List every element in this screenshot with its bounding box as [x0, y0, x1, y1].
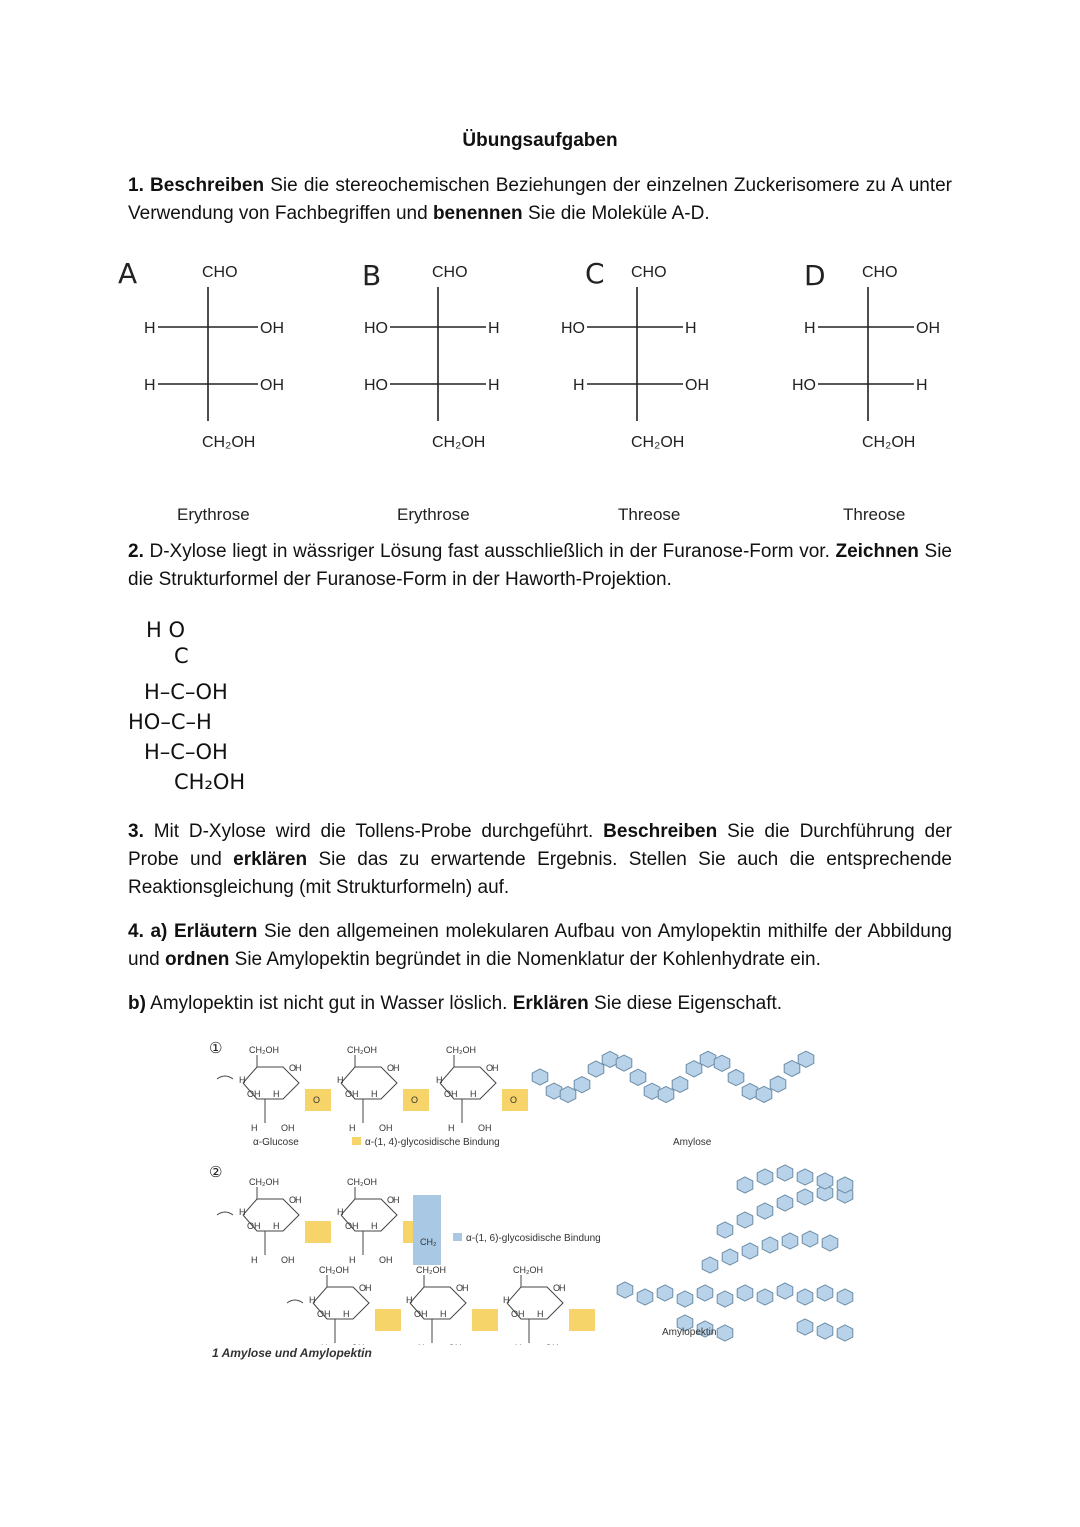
amylose-unit-3-oh2: OH — [478, 1123, 492, 1133]
amylopectin-branch-unit-32 — [837, 1177, 853, 1193]
amylose-helix-unit-13 — [700, 1051, 716, 1067]
amylose-unit-3-h2: H — [436, 1075, 443, 1085]
amylopectin-branch-unit-28 — [757, 1169, 773, 1185]
task-1-verb-1: Beschreiben — [150, 175, 265, 196]
xylose-aldehyde-c: C — [174, 644, 189, 668]
amylose-bond-o-1: O — [313, 1095, 321, 1105]
amylopectin-branch-unit-38 — [717, 1325, 733, 1341]
amylopectin-branch-unit-12 — [837, 1289, 853, 1305]
amylopectin-upper-unit-1-oh2: OH — [281, 1255, 295, 1265]
task-3-verb-2: erklären — [233, 849, 308, 870]
amylose-label: Amylose — [673, 1137, 712, 1148]
molecule-b-name: Erythrose — [397, 505, 470, 524]
molecule-c-top: CHO — [631, 264, 667, 281]
amylose-unit-2-oh1: OH — [345, 1089, 359, 1099]
task-4a-verb-2: ordnen — [164, 949, 230, 970]
xylose-structure — [126, 615, 245, 797]
amylopectin-upper-unit-2-h3: H — [371, 1221, 378, 1231]
amylose-helix-unit-6 — [602, 1051, 618, 1067]
task-3 — [128, 818, 952, 902]
bond16-ch2: CH₂ — [420, 1237, 437, 1247]
amylopectin-lower-unit-2-oh1: OH — [414, 1309, 428, 1319]
xylose-aldehyde-h-o: H O — [146, 618, 185, 642]
amylopectin-lower-bond-3 — [569, 1309, 595, 1331]
molecule-d-top: CHO — [862, 264, 898, 281]
task-4a — [128, 918, 952, 974]
molecule-letter-a: A — [118, 257, 138, 290]
amylose-helix-unit-17 — [756, 1086, 772, 1102]
amylose-bond-o-2: O — [411, 1095, 419, 1105]
amylopectin-upper-unit-2-oh1: OH — [345, 1221, 359, 1231]
amylopectin-lower-unit-3-oh2 — [545, 1343, 559, 1345]
amylopectin-branch-unit-6 — [717, 1291, 733, 1307]
amylose-helix-unit-10 — [658, 1086, 674, 1102]
molecule-c-r2-left: H — [573, 377, 585, 394]
amylopectin-branch-unit-24 — [797, 1189, 813, 1205]
amylopectin-lower-unit-2-h3: H — [440, 1309, 447, 1319]
task-4a-number: 4. a) — [128, 921, 168, 942]
task-4b-verb-1: Erklären — [512, 993, 589, 1014]
molecule-a-r2-left: H — [144, 377, 156, 394]
amylopectin-lower-unit-1-o: O — [359, 1283, 367, 1293]
bond14-swatch — [352, 1137, 361, 1145]
amylose-unit-2-ch2oh: CH₂OH — [347, 1045, 377, 1055]
amylopectin-lower-unit-1-h3: H — [343, 1309, 350, 1319]
amylopectin-lower-unit-1-ch2oh: CH₂OH — [319, 1265, 349, 1275]
molecule-c-name: Threose — [618, 505, 681, 524]
molecule-b-r2-right: H — [488, 377, 500, 394]
task-1 — [128, 172, 952, 228]
amylopectin-lower-unit-2-h1: H — [462, 1283, 469, 1293]
amylopectin-branch-unit-5 — [697, 1285, 713, 1301]
amylopectin-upper-unit-2-o: O — [387, 1195, 395, 1205]
amylopectin-label: Amylopektin — [662, 1327, 717, 1338]
amylose-helix-unit-16 — [742, 1083, 758, 1099]
amylopectin-branch-unit-29 — [777, 1165, 793, 1181]
task-2-text-2: Sie die Strukturformel der Furanose-Form in der Haworth-Projektion. — [128, 541, 952, 590]
molecule-c-r2-right: OH — [685, 377, 709, 394]
task-4a-text-2: Sie Amylopektin begründet in die Nomenklatur der Kohlenhydrate ein. — [229, 949, 821, 970]
amylopectin-lower-unit-3-h4 — [515, 1343, 522, 1345]
molecule-a-r2-right: OH — [260, 377, 284, 394]
task-2 — [128, 538, 952, 594]
molecule-c-r1-left: HO — [561, 320, 585, 337]
amylopectin-branch-unit-23 — [777, 1195, 793, 1211]
amylose-unit-1-h2: H — [239, 1075, 246, 1085]
amylopectin-upper-unit-1-h3: H — [273, 1221, 280, 1231]
molecule-b-top: CHO — [432, 264, 468, 281]
task-4b-text-2: Sie diese Eigenschaft. — [588, 993, 783, 1014]
amylose-helix-unit-3 — [560, 1086, 576, 1102]
amylopectin-branch-unit-1 — [617, 1282, 633, 1298]
amylose-unit-1-o: O — [289, 1063, 297, 1073]
task-3-number: 3. — [128, 821, 144, 842]
molecule-a-bottom: CH₂OH — [202, 434, 256, 451]
molecule-c-r1-right: H — [685, 320, 697, 337]
molecule-a-r1-left: H — [144, 320, 156, 337]
task-2-text-1: D-Xylose liegt in wässriger Lösung fast ausschließlich in der Furanose-Form vor. — [143, 541, 836, 562]
amylopectin-upper-unit-2-ch2oh: CH₂OH — [347, 1177, 377, 1187]
molecule-letter-b: B — [362, 259, 382, 292]
amylose-helix-unit-4 — [574, 1077, 590, 1093]
amylose-unit-2-o: O — [387, 1063, 395, 1073]
amylopectin-upper-unit-1-ch2oh: CH₂OH — [249, 1177, 279, 1187]
task-4b-text-1: Amylopektin ist nicht gut in Wasser löslich. — [145, 993, 513, 1014]
task-1-number: 1. — [128, 175, 144, 196]
amylopectin-lower-unit-3-h3: H — [537, 1309, 544, 1319]
fischer-molecule-c — [537, 255, 737, 465]
amylopectin-lower-bond-1 — [375, 1309, 401, 1331]
amylose-helix-unit-12 — [686, 1061, 702, 1077]
figure-canvas — [205, 1035, 875, 1345]
fischer-molecule-d — [768, 255, 968, 465]
amylopectin-upper-unit-1-o: O — [289, 1195, 297, 1205]
amylopectin-branch-unit-21 — [737, 1212, 753, 1228]
amylopectin-lower-unit-1-oh2 — [351, 1343, 365, 1345]
amylopectin-upper-unit-2-h4: H — [349, 1255, 356, 1265]
amylopectin-branch-unit-7 — [737, 1285, 753, 1301]
bond16-label: α-(1, 6)-glycosidische Bindung — [466, 1233, 601, 1244]
xylose-c5: CH₂OH — [174, 770, 246, 794]
task-3-text-1: Mit D-Xylose wird die Tollens-Probe durchgeführt. — [143, 821, 604, 842]
task-2-verb-1: Zeichnen — [835, 541, 919, 562]
fischer-molecule-b — [340, 255, 540, 465]
amylopectin-lower-unit-1-oh1: OH — [317, 1309, 331, 1319]
molecule-d-r2-right: H — [916, 377, 928, 394]
amylopectin-lower-bond-2 — [472, 1309, 498, 1331]
task-4b-number: b) — [128, 993, 146, 1014]
amylopectin-branch-unit-22 — [757, 1203, 773, 1219]
amylose-unit-3-h1: H — [492, 1063, 499, 1073]
amylose-amylopectin-figure — [205, 1035, 875, 1370]
amylopectin-lower-unit-2-o: O — [456, 1283, 464, 1293]
amylopectin-upper-unit-2-h1: H — [393, 1195, 400, 1205]
molecule-d-bottom: CH₂OH — [862, 434, 916, 451]
amylose-helix-unit-5 — [588, 1061, 604, 1077]
amylopectin-upper-bond-1 — [305, 1221, 331, 1243]
amylopectin-lower-unit-1-h1: H — [365, 1283, 372, 1293]
amylose-unit-3-o: O — [486, 1063, 494, 1073]
amylopectin-lower-unit-3-o: O — [553, 1283, 561, 1293]
amylopectin-branch-unit-9 — [777, 1283, 793, 1299]
amylose-helix-unit-2 — [546, 1083, 562, 1099]
amylopectin-branch-unit-33 — [797, 1319, 813, 1335]
task-1-text-2: Sie die Moleküle A-D. — [522, 203, 710, 224]
amylose-unit-2-h3: H — [371, 1089, 378, 1099]
amylose-helix-unit-14 — [714, 1055, 730, 1071]
amylopectin-upper-unit-1-oh1: OH — [247, 1221, 261, 1231]
molecule-letter-c: C — [585, 257, 605, 290]
amylopectin-lower-unit-3-oh1: OH — [511, 1309, 525, 1319]
amylopectin-lower-unit-1-h2: H — [309, 1295, 316, 1305]
amylopectin-branch-unit-13 — [702, 1257, 718, 1273]
molecule-a-r1-right: OH — [260, 320, 284, 337]
molecule-a-top: CHO — [202, 264, 238, 281]
amylose-helix-unit-11 — [672, 1076, 688, 1092]
amylopectin-branch-unit-15 — [742, 1243, 758, 1259]
task-1-text-1: Sie die stereochemischen Beziehungen der einzelnen Zuckerisomere zu A unter Verwendung von Fachbegriffen und — [128, 175, 953, 224]
task-3-text-2: Sie die Durchführung der Probe und — [128, 821, 953, 870]
amylose-helix-unit-9 — [644, 1083, 660, 1099]
amylopectin-branch-unit-31 — [817, 1173, 833, 1189]
amylopectin-upper-unit-2-h2: H — [337, 1207, 344, 1217]
amylopectin-branch-unit-20 — [717, 1222, 733, 1238]
task-4a-verb-1: Erläutern — [173, 921, 258, 942]
amylopectin-branch-unit-14 — [722, 1249, 738, 1265]
amylopectin-branch-unit-17 — [782, 1233, 798, 1249]
bond14-label: α-(1, 4)-glycosidische Bindung — [365, 1137, 500, 1148]
molecule-b-r1-right: H — [488, 320, 500, 337]
amylopectin-branch-unit-35 — [837, 1325, 853, 1341]
chain-start-1 — [217, 1076, 233, 1079]
amylopectin-branch-unit-11 — [817, 1285, 833, 1301]
amylose-helix-unit-20 — [798, 1051, 814, 1067]
xylose-c2: H–C–OH — [144, 680, 228, 704]
amylose-unit-2-h2: H — [337, 1075, 344, 1085]
figure-marker-2: ② — [209, 1164, 223, 1181]
amylopectin-lower-unit-2-ch2oh: CH₂OH — [416, 1265, 446, 1275]
molecule-d-name: Threose — [843, 505, 906, 524]
amylose-bond-o-3: O — [510, 1095, 518, 1105]
amylose-unit-3-oh1: OH — [444, 1089, 458, 1099]
molecule-a-name: Erythrose — [177, 505, 250, 524]
amylose-unit-3-h4: H — [448, 1123, 455, 1133]
chain-start-2 — [217, 1212, 233, 1215]
amylose-unit-1-oh2: OH — [281, 1123, 295, 1133]
amylopectin-lower-unit-1-h4 — [321, 1343, 328, 1345]
amylose-helix-unit-8 — [630, 1069, 646, 1085]
amylose-unit-1-oh1: OH — [247, 1089, 261, 1099]
molecule-c-bottom: CH₂OH — [631, 434, 685, 451]
amylose-helix-unit-18 — [770, 1076, 786, 1092]
amylose-unit-1-h3: H — [273, 1089, 280, 1099]
amylopectin-branch-unit-27 — [737, 1177, 753, 1193]
amylopectin-branch-unit-30 — [797, 1169, 813, 1185]
page-title: Übungsaufgaben — [462, 130, 618, 151]
amylopectin-branch-unit-8 — [757, 1289, 773, 1305]
amylopectin-branch-unit-2 — [637, 1289, 653, 1305]
figure-caption: 1 Amylose und Amylopektin — [212, 1346, 372, 1360]
amylopectin-lower-unit-3-h2: H — [503, 1295, 510, 1305]
amylopectin-lower-unit-2-h2: H — [406, 1295, 413, 1305]
task-4a-text-1: Sie den allgemeinen molekularen Aufbau von Amylopektin mithilfe der Abbildung und — [128, 921, 953, 970]
amylopectin-lower-unit-3-h1: H — [559, 1283, 566, 1293]
chain-start-3 — [287, 1300, 303, 1303]
task-3-text-3: Sie das zu erwartende Ergebnis. Stellen Sie auch die entsprechende Reaktionsgleichung (mit Strukturformeln) auf. — [128, 849, 952, 898]
amylose-helix-unit-1 — [532, 1069, 548, 1085]
molecule-b-r1-left: HO — [364, 320, 388, 337]
amylopectin-branch-unit-18 — [802, 1231, 818, 1247]
molecule-letter-d: D — [804, 259, 826, 292]
amylopectin-branch-unit-4 — [677, 1291, 693, 1307]
bond16-swatch — [453, 1233, 462, 1241]
molecule-b-r2-left: HO — [364, 377, 388, 394]
molecule-d-r1-right: OH — [916, 320, 940, 337]
amylose-unit-1-h4: H — [251, 1123, 258, 1133]
amylopectin-lower-unit-3-ch2oh: CH₂OH — [513, 1265, 543, 1275]
amylose-helix-unit-15 — [728, 1070, 744, 1086]
amylose-unit-1-h1: H — [295, 1063, 302, 1073]
xylose-c4: H–C–OH — [144, 740, 228, 764]
amylose-unit-3-ch2oh: CH₂OH — [446, 1045, 476, 1055]
figure-marker-1: ① — [209, 1040, 223, 1057]
task-2-number: 2. — [128, 541, 144, 562]
amylose-unit-2-oh2: OH — [379, 1123, 393, 1133]
amylopectin-lower-unit-2-oh2 — [448, 1343, 462, 1345]
amylopectin-upper-unit-1-h4: H — [251, 1255, 258, 1265]
amylose-helix-unit-7 — [616, 1055, 632, 1071]
amylopectin-branch-unit-10 — [797, 1289, 813, 1305]
amylopectin-branch-unit-19 — [822, 1235, 838, 1251]
amylose-unit-2-h1: H — [393, 1063, 400, 1073]
task-3-verb-1: Beschreiben — [603, 821, 718, 842]
amylopectin-branch-unit-16 — [762, 1237, 778, 1253]
amylopectin-upper-unit-1-h2: H — [239, 1207, 246, 1217]
amylopectin-upper-unit-1-h1: H — [295, 1195, 302, 1205]
molecule-d-r2-left: HO — [792, 377, 816, 394]
amylose-unit-3-h3: H — [470, 1089, 477, 1099]
amylose-unit-2-h4: H — [349, 1123, 356, 1133]
amylopectin-branch-unit-3 — [657, 1285, 673, 1301]
amylopectin-upper-unit-2-oh2: OH — [379, 1255, 393, 1265]
task-4b — [128, 990, 952, 1018]
task-1-verb-2: benennen — [432, 203, 523, 224]
amylose-unit-1-ch2oh: CH₂OH — [249, 1045, 279, 1055]
molecule-b-bottom: CH₂OH — [432, 434, 486, 451]
amylopectin-branch-unit-34 — [817, 1323, 833, 1339]
bond16-highlight — [413, 1195, 441, 1265]
molecule-d-r1-left: H — [804, 320, 816, 337]
xylose-c3: HO–C–H — [128, 710, 212, 734]
alpha-glucose-label: α-Glucose — [253, 1137, 299, 1148]
fischer-molecule-a — [110, 255, 310, 465]
amylose-helix-unit-19 — [784, 1060, 800, 1076]
amylopectin-lower-unit-2-h4 — [418, 1343, 425, 1345]
